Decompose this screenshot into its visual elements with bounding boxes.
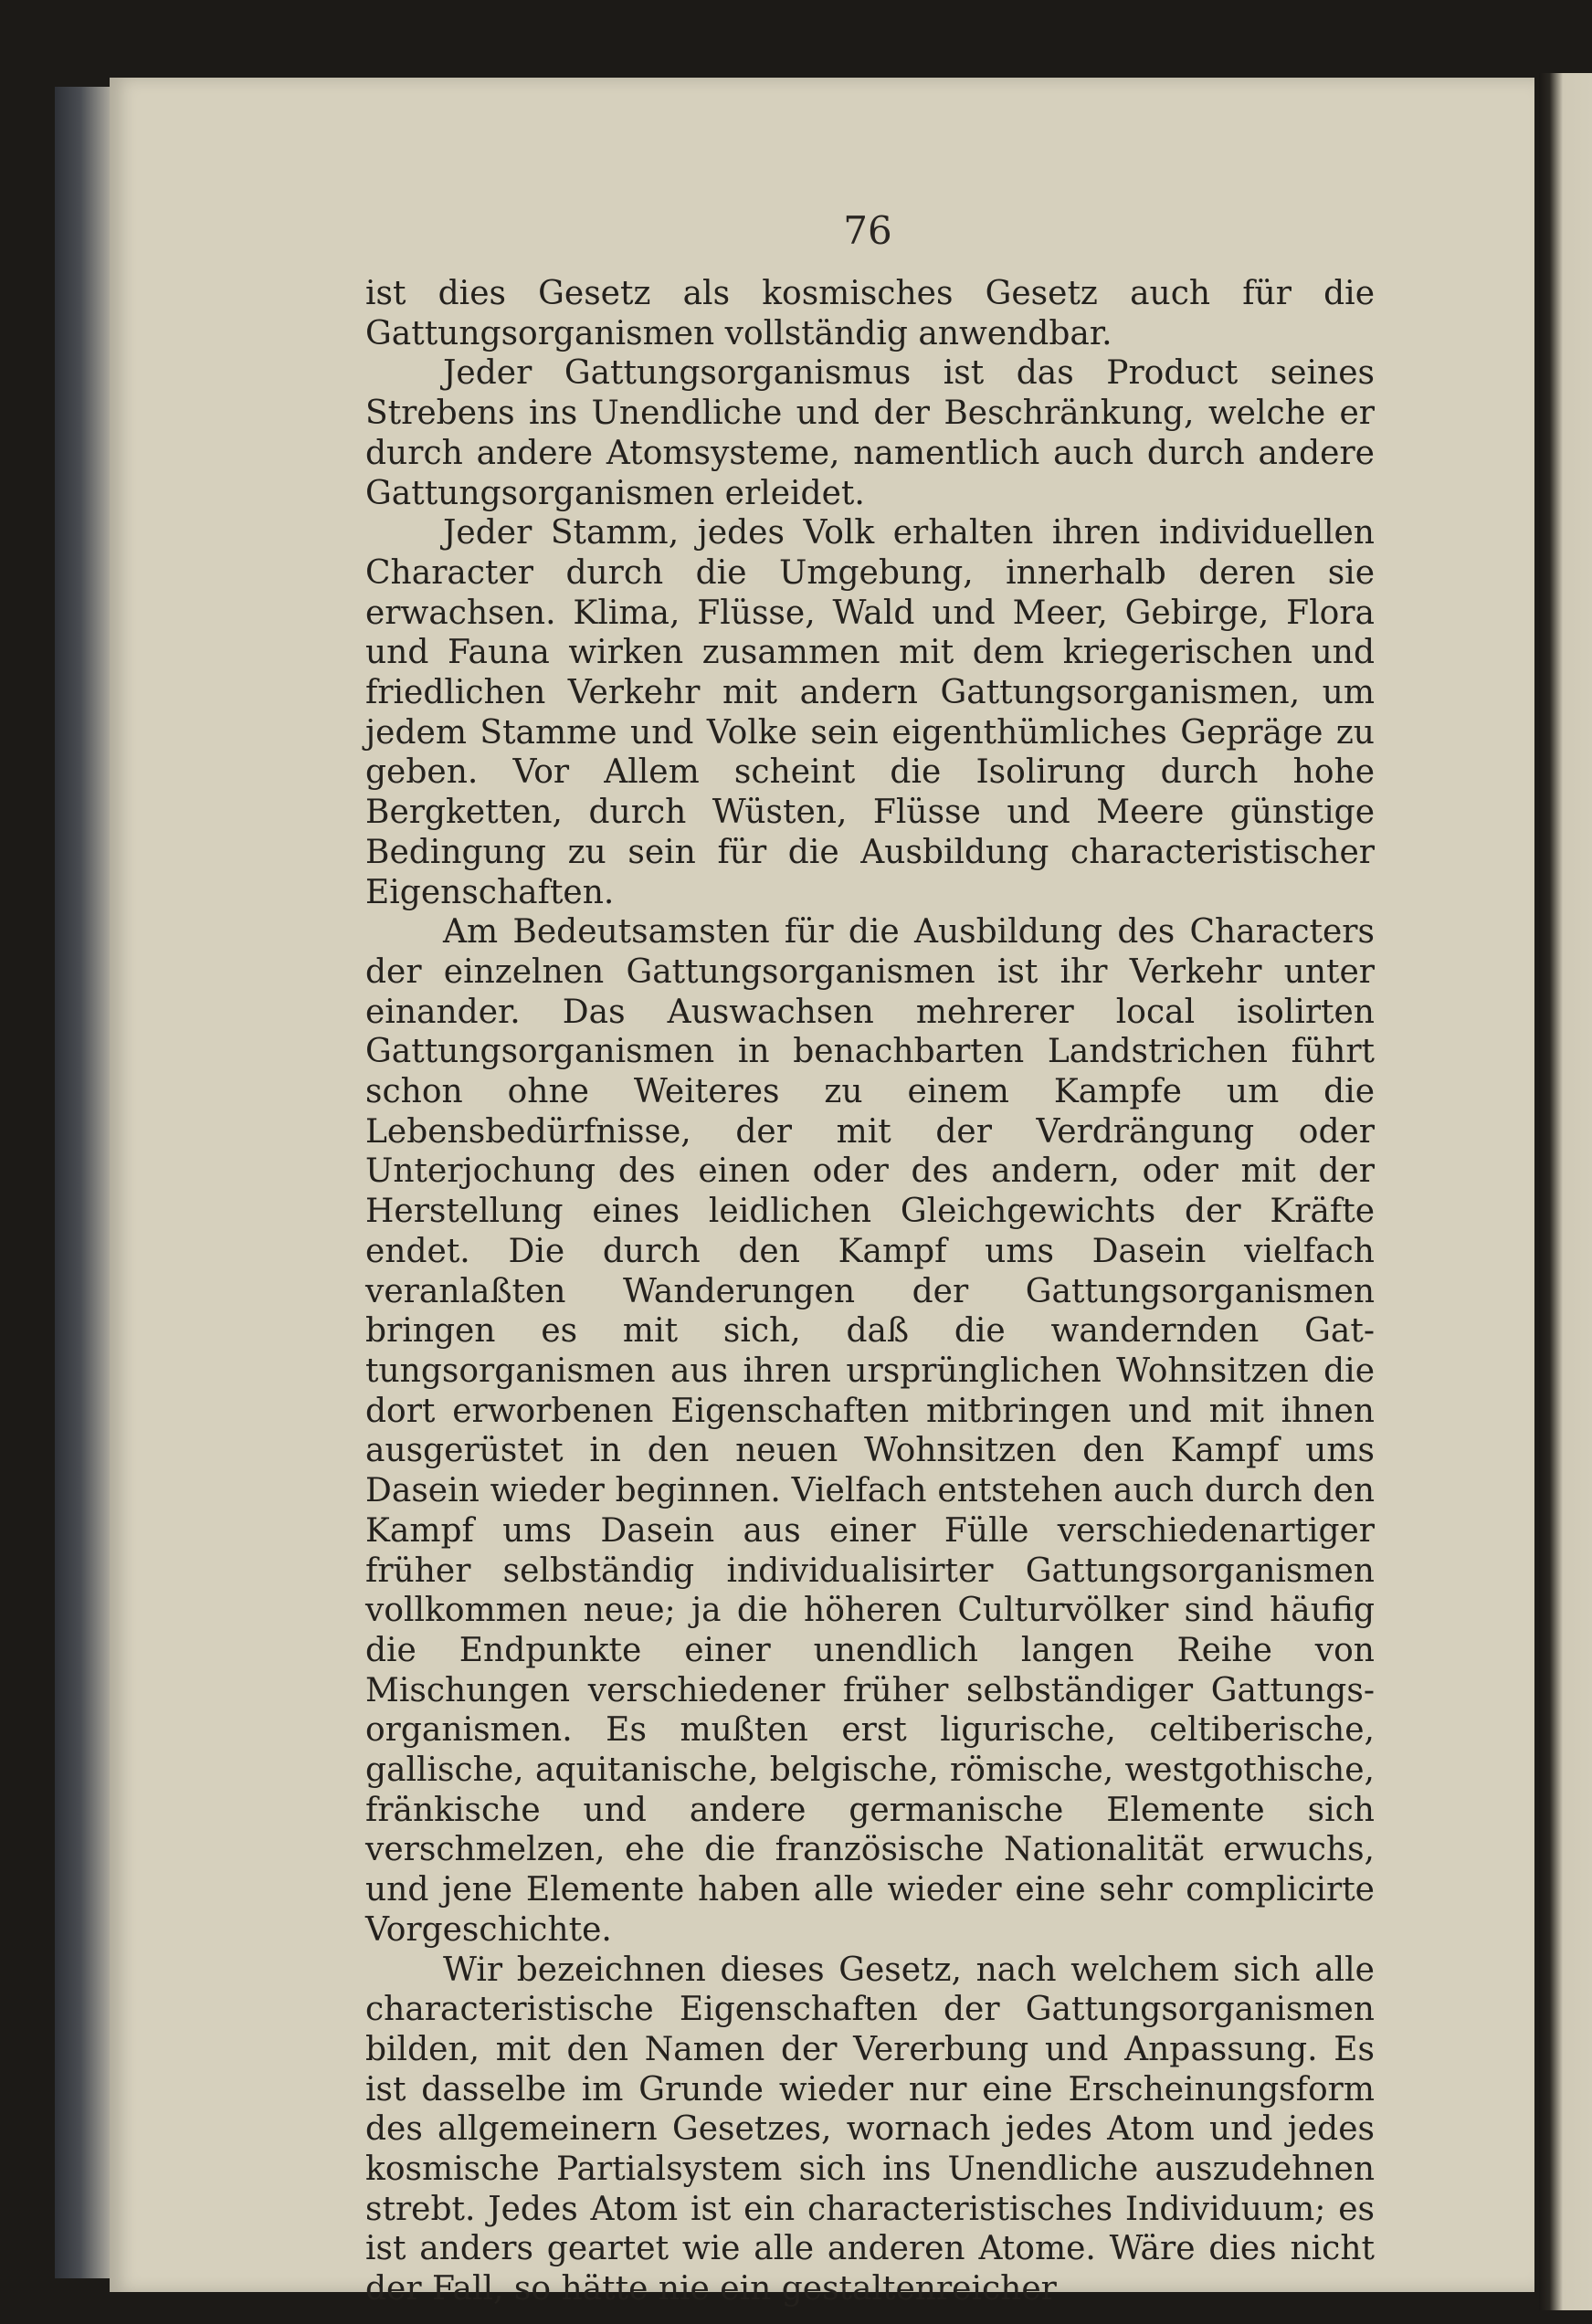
paragraph: Jeder Stamm, jedes Volk erhalten ihren individuellen Character durch die Umgebung, innerhalb deren sie erwachsen. Klima, Flüsse, Wald und Meer, Gebirge, Flora und Fauna wirken zusammen mit dem kriegerischen und friedlichen Verkehr mit andern Gattungsorganismen, um jedem Stamme und Volke sein eigenthümliches Gepräge zu geben. Vor Allem scheint die Isolirung durch hohe Bergketten, durch Wüsten, Flüsse und Meere günstige Bedingung zu sein für die Ausbildung characteristischer Eigenschaften.: [365, 514, 1375, 911]
page-number: 76: [843, 208, 892, 253]
paragraph: Jeder Gattungsorganismus ist das Product seines Strebens ins Unendliche und der Beschränkung, welche er durch andere Atomsysteme, namentlich auch durch andere Gattungsorganismen erleidet.: [365, 354, 1375, 512]
page-text: [365, 274, 1375, 2309]
paragraph: Wir bezeichnen dieses Gesetz, nach welchem sich alle characteristische Eigenschaften der Gattungsorganismen bilden, mit den Namen der Vererbung und Anpassung. Es ist dasselbe im Grunde wieder nur eine Erscheinungsform des allgemeinern Gesetzes, wornach jedes Atom und jedes kosmische Partialsystem sich ins Unendliche auszudehnen strebt. Jedes Atom ist ein characteristisches Individuum; es ist anders geartet wie alle anderen Atome. Wäre dies nicht der Fall, so hätte nie ein gestaltenreicher: [365, 1951, 1375, 2308]
book-next-page-edge: [1539, 73, 1592, 2310]
paragraph: ist dies Gesetz als kosmisches Gesetz auch für die Gattungsorganismen vollständig anwendbar.: [365, 275, 1375, 352]
paragraph: Am Bedeutsamsten für die Ausbildung des Characters der einzelnen Gattungsorganismen ist ihr Verkehr unter einander. Das Auswachsen mehrerer local isolirten Gattungsorganismen in benachbarten Landstrichen führt schon ohne Weiteres zu einem Kampfe um die Lebensbedürfnisse, der mit der Verdrängung oder Unterjochung des einen oder des andern, oder mit der Herstellung eines leidlichen Gleichgewichts der Kräfte endet. Die durch den Kampf ums Dasein vielfach veranlaßten Wanderungen der Gattungsorganismen bringen es mit sich, daß die wandernden Gattungsorganismen aus ihren ursprünglichen Wohnsitzen die dort erworbenen Eigenschaften mitbringen und mit ihnen ausgerüstet in den neuen Wohnsitzen den Kampf ums Dasein wieder beginnen. Vielfach entstehen auch durch den Kampf ums Dasein aus einer Fülle verschiedenartiger früher selbständig individualisirter Gattungsorganismen vollkommen neue; ja die höheren Culturvölker sind häufig die Endpunkte einer unendlich langen Reihe von Mischungen verschiedener früher selbständiger Gattungsorganismen. Es mußten erst ligurische, celtiberische, gallische, aquitanische, belgische, römische, westgothische, fränkische und andere germanische Elemente sich verschmelzen, ehe die französische Nationalität erwuchs, und jene Elemente haben alle wieder eine sehr complicirte Vorgeschichte.: [365, 913, 1375, 1949]
